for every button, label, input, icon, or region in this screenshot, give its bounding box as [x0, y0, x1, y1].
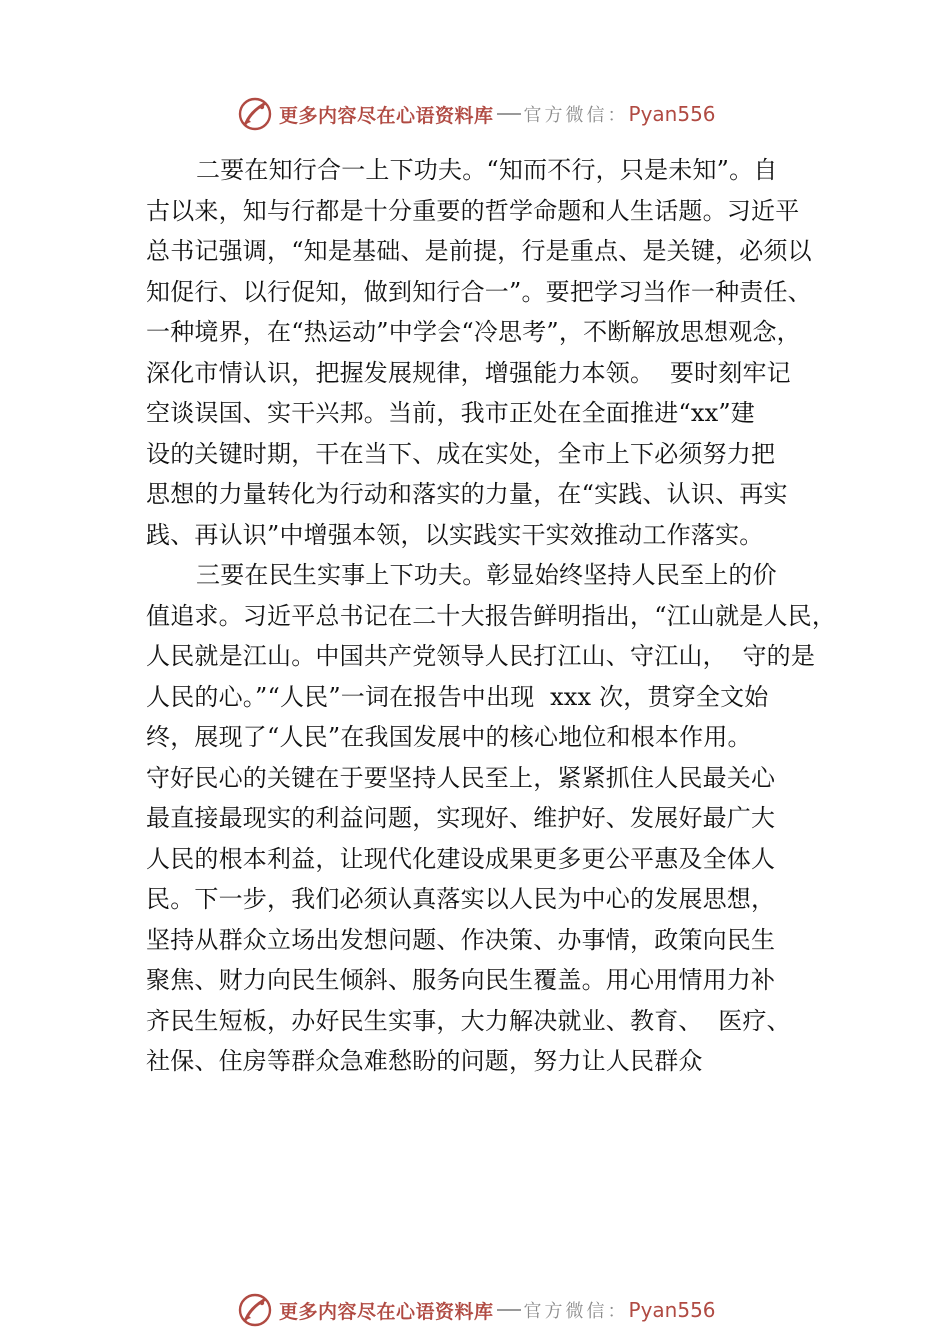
footer-dash-divider [497, 1309, 521, 1311]
header-wechat-handle: Pyan556 [628, 102, 716, 126]
footer-brand-text: 更多内容尽在心语资料库 [279, 1300, 494, 1323]
paragraph-line: 三要在民生实事上下功夫。彰显始终坚持人民至上的价 [196, 561, 777, 589]
paragraph-line: 坚持从群众立场出发想问题、作决策、办事情，政策向民生 [146, 925, 776, 954]
paragraph-line: 民。下一步，我们必须认真落实以人民为中心的发展思想， [146, 885, 776, 913]
paragraph-line: 聚焦、财力向民生倾斜、服务向民生覆盖。用心用情用力补 [146, 966, 776, 994]
paragraph-line: 深化市情认识，把握发展规律，增强能力本领。 要时刻牢记 [146, 358, 791, 387]
paragraph-line: 设的关键时期，干在当下、成在实处，全市上下必须努力把 [146, 439, 776, 468]
header-brand-text: 更多内容尽在心语资料库 [279, 104, 494, 127]
paragraph-line: 齐民生短板，办好民生实事，大力解决就业、教育、 医疗、 [146, 1006, 791, 1035]
paragraph-line: 一种境界，在“热运动”中学会“冷思考”，不断解放思想观念， [146, 318, 801, 346]
brush-logo-icon [237, 96, 273, 132]
paragraph-line: 值追求。习近平总书记在二十大报告鲜明指出，“江山就是人民， [146, 601, 837, 630]
paragraph-line: 空谈误国、实干兴邦。当前，我市正处在全面推进“xx”建 [146, 399, 756, 427]
paragraph-line: 守好民心的关键在于要坚持人民至上，紧紧抓住人民最关心 [146, 763, 776, 792]
document-body [146, 150, 837, 1082]
footer-wechat-handle: Pyan556 [628, 1298, 716, 1322]
paragraph-line: 总书记强调，“知是基础、是前提，行是重点、是关键，必须以 [146, 237, 812, 265]
paragraph-line: 知促行、以行促知，做到知行合一”。要把学习当作一种责任、 [146, 277, 812, 306]
paragraph-line: 人民的心。”“人民”一词在报告中出现 xxx 次，贯穿全文始 [146, 682, 769, 711]
header-dash-divider [497, 113, 521, 115]
paragraph-line: 社保、住房等群众急难愁盼的问题，努力让人民群众 [146, 1047, 703, 1075]
header-watermark-banner [237, 95, 716, 133]
paragraph-line: 人民就是江山。中国共产党领导人民打江山、守江山， 守的是 [146, 642, 816, 670]
footer-watermark-banner [237, 1291, 716, 1329]
paragraph-line: 终，展现了“人民”在我国发展中的核心地位和根本作用。 [146, 723, 752, 751]
brush-logo-icon [237, 1292, 273, 1328]
paragraph-line: 思想的力量转化为行动和落实的力量，在“实践、认识、再实 [146, 480, 788, 508]
paragraph-line: 人民的根本利益，让现代化建设成果更多更公平惠及全体人 [146, 844, 776, 873]
paragraph-line: 践、再认识”中增强本领，以实践实干实效推动工作落实。 [146, 520, 764, 549]
paragraph-line: 最直接最现实的利益问题，实现好、维护好、发展好最广大 [146, 804, 776, 832]
header-wechat-label: 官方微信： [523, 105, 629, 126]
footer-wechat-label: 官方微信： [523, 1301, 629, 1322]
paragraph-line: 二要在知行合一上下功夫。“知而不行，只是未知”。自 [196, 156, 778, 184]
paragraph-line: 古以来，知与行都是十分重要的哲学命题和人生话题。习近平 [146, 196, 800, 225]
